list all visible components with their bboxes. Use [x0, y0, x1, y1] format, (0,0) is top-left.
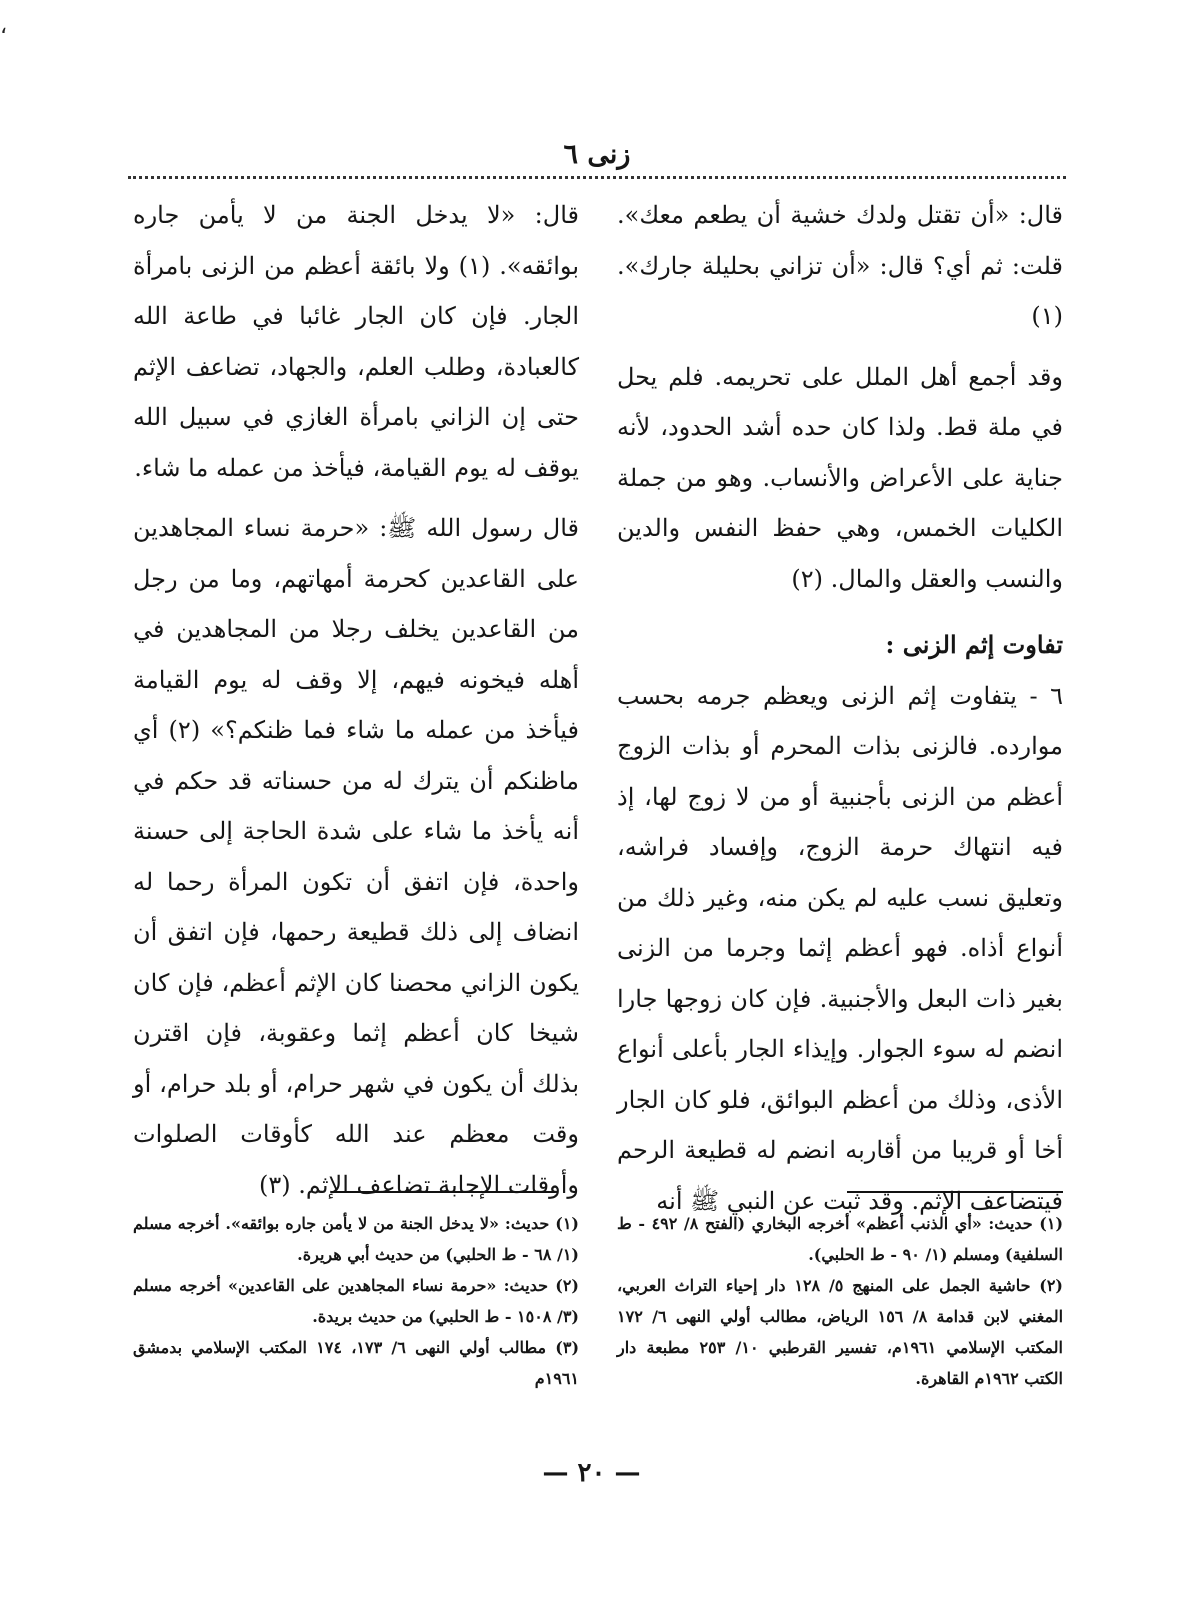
page-header — [130, 138, 1064, 172]
footnote: (١) حديث: «لا يدخل الجنة من لا يأمن جاره بوائقه». أخرجه مسلم (١/ ٦٨ - ط الحلبي) من حديث أبي هريرة. — [133, 1214, 579, 1264]
footnote: (٢) حديث: «حرمة نساء المجاهدين على القاعدين» أخرجه مسلم (٣/ ١٥٠٨ - ط الحلبي) من حديث بريدة. — [133, 1276, 579, 1326]
paragraph: قال: «أن تقتل ولدك خشية أن يطعم معك». قلت: ثم أي؟ قال: «أن تزاني بحليلة جارك». (١) — [617, 201, 1063, 330]
paragraph: قال: «لا يدخل الجنة من لا يأمن جاره بوائقه». (١) ولا بائقة أعظم من الزنى بامرأة الجار. فإن كان الجار غائبا في طاعة الله كالعبادة، وطلب العلم، والجهاد، تضاعف الإثم حتى إن الزاني بامرأة الغازي في سبيل الله يوقف له يوم القيامة، فيأخذ من عمله ما شاء. — [133, 201, 580, 482]
footnote: (١) حديث: «أي الذنب أعظم» أخرجه البخاري (الفتح ٨/ ٤٩٢ - ط السلفية) ومسلم (١/ ٩٠ - ط الحلبي). — [617, 1214, 1064, 1264]
footnote-separator — [847, 1191, 1063, 1193]
paragraph: قال رسول الله ﷺ: «حرمة نساء المجاهدين على القاعدين كحرمة أمهاتهم، وما من رجل من القاعدين يخلف رجلا من المجاهدين في أهله فيخونه فيهم، إلا وقف له يوم القيامة فيأخذ من عمله ما شاء فما ظنكم؟» (٢) أي ماظنكم أن يترك له من حسناته قد حكم في أنه يأخذ ما شاء على شدة الحاجة إلى حسنة واحدة، فإن اتفق أن تكون المرأة رحما له انضاف إلى ذلك قطيعة رحمها، فإن اتفق أن يكون الزاني محصنا كان الإثم أعظم، فإن كان شيخا كان أعظم إثما وعقوبة، فإن اقترن بذلك أن يكون في شهر حرام، أو بلد حرام، أو وقت معظم عند الله كأوقات الصلوات وأوقات الإجابة تضاعف الإثم. (٣) — [133, 514, 579, 1199]
header-title: زنى ٦ — [563, 139, 631, 170]
footnote-separator — [331, 1191, 555, 1193]
section-heading: تفاوت إثم الزنى : — [885, 630, 1063, 659]
footnotes-right — [617, 1208, 1063, 1394]
footnotes-left — [133, 1208, 579, 1394]
paragraph: ٦ - يتفاوت إثم الزنى ويعظم جرمه بحسب موارده. فالزنى بذات المحرم أو بذات الزوج أعظم من الزنى بأجنبية أو من لا زوج لها، إذ فيه انتهاك حرمة الزوج، وإفساد فراشه، وتعليق نسب عليه لم يكن منه، وغير ذلك من أنواع أذاه. فهو أعظم إثما وجرما من الزنى بغير ذات البعل والأجنبية. فإن كان زوجها جارا انضم له سوء الجوار. وإيذاء الجار بأعلى أنواع الأذى، وذلك من أعظم البوائق، فلو كان الجار أخا أو قريبا من أقاربه انضم له قطيعة الرحم فيتضاعف الإثم. وقد ثبت عن النبي ﷺ أنه — [617, 681, 1063, 1215]
page-number: — ٢٠ — — [542, 1458, 641, 1488]
footnote: (٣) مطالب أولي النهى ٦/ ١٧٣، ١٧٤ المكتب الإسلامي بدمشق ١٩٦١م — [133, 1338, 580, 1388]
header-dotted-rule — [128, 176, 1066, 179]
corner-mark: ، — [0, 14, 8, 39]
left-text-column — [133, 190, 579, 1220]
paragraph: وقد أجمع أهل الملل على تحريمه. فلم يحل في ملة قط. ولذا كان حده أشد الحدود، لأنه جناية على الأعراض والأنساب. وهو من جملة الكليات الخمس، وهي حفظ النفس والدين والنسب والعقل والمال. (٢) — [617, 362, 1063, 593]
right-text-column — [617, 190, 1063, 1236]
footnote: (٢) حاشية الجمل على المنهج ٥/ ١٢٨ دار إحياء التراث العربي، المغني لابن قدامة ٨/ ١٥٦ الرياض، مطالب أولي النهى ٦/ ١٧٢ المكتب الإسلامي ١٩٦١م، تفسير القرطبي ١٠/ ٢٥٣ مطبعة دار الكتب ١٩٦٢م القاهرة. — [617, 1276, 1064, 1388]
